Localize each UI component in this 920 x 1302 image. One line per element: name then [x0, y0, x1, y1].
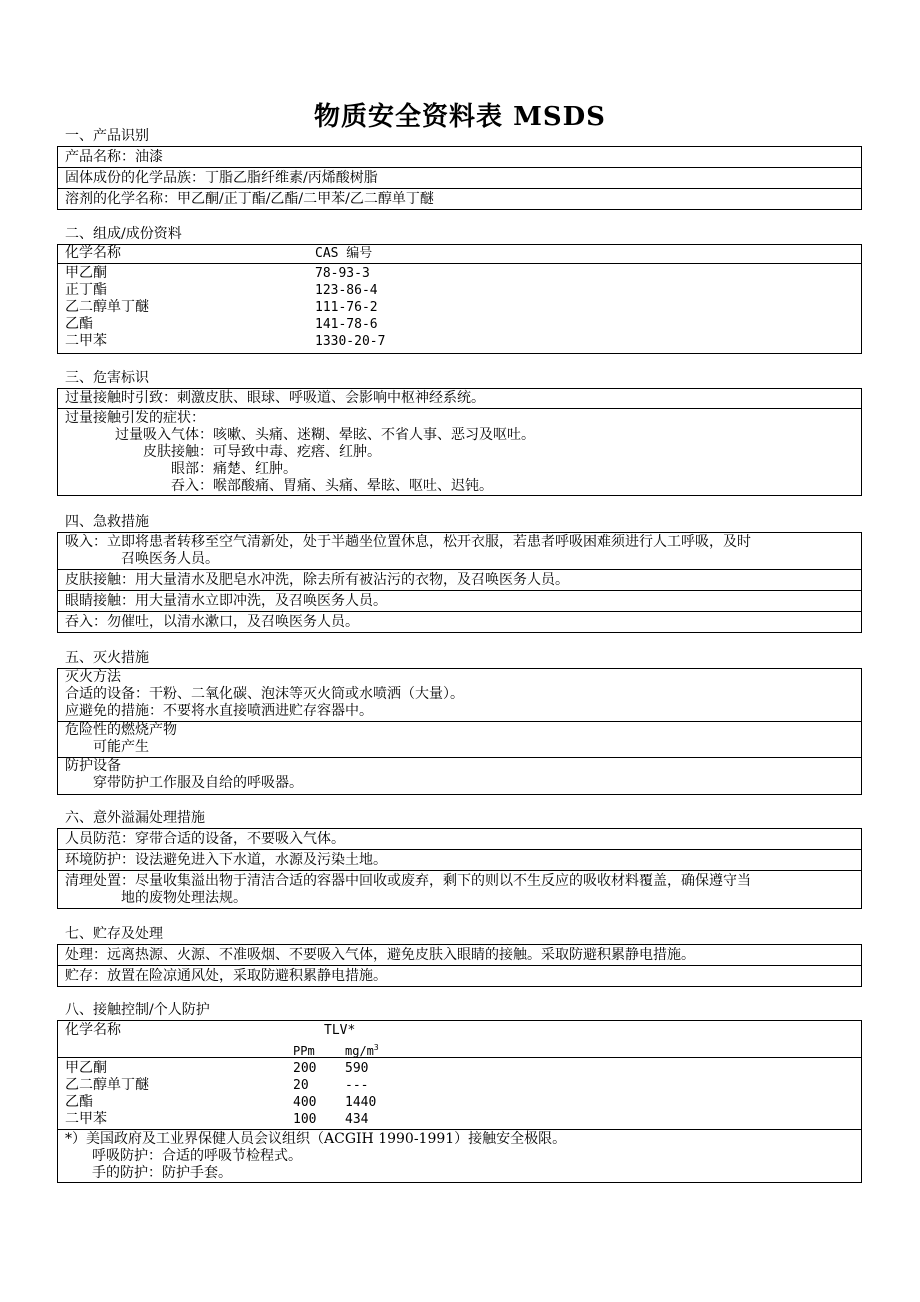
spill-personal-row: 人员防范：穿带合适的设备，不要吸入气体。	[58, 829, 861, 850]
list-item: 乙二醇单丁醚 111-76-2	[65, 299, 378, 315]
solid-family-row: 固体成份的化学品族：丁脂乙脂纤维素/丙烯酸树脂	[58, 168, 861, 189]
list-item: 皮肤接触：可导致中毒、疙瘩、红肿。	[143, 444, 381, 460]
table-row: 二甲苯 100 434	[65, 1111, 369, 1127]
hazard-table	[57, 388, 862, 496]
fire-table	[57, 668, 862, 795]
section-heading-hazard: 三、危害标识	[65, 370, 149, 386]
first-aid-skin-row: 皮肤接触：用大量清水及肥皂水冲洗，除去所有被沾污的衣物，及召唤医务人员。	[58, 570, 861, 591]
section-heading-composition: 二、组成/成份资料	[65, 226, 182, 242]
hand-protection: 手的防护：防护手套。	[92, 1165, 232, 1181]
fire-method-row: 灭火方法 合适的设备：干粉、二氧化碳、泡沫等灭火筒或水喷洒（大量）。 应避免的措施：不要将水直接喷洒进贮存容器中。	[58, 669, 861, 722]
section-heading-first-aid: 四、急救措施	[65, 514, 149, 530]
section-heading-exposure: 八、接触控制/个人防护	[65, 1002, 210, 1018]
exposure-notes	[58, 1130, 861, 1182]
exposure-units: PPm $mg/m^3$	[293, 1043, 379, 1058]
col-cas: CAS 编号	[315, 246, 373, 261]
fire-protect-row: 防护设备 穿带防护工作服及自给的呼吸器。	[65, 758, 303, 791]
section-heading-fire: 五、灭火措施	[65, 650, 149, 666]
composition-list	[58, 264, 861, 350]
col-chemical-name: 化学名称	[65, 1022, 121, 1038]
composition-header	[58, 245, 861, 264]
product-table	[57, 146, 862, 210]
table-row: 甲乙酮 200 590	[65, 1060, 369, 1076]
list-item: 甲乙酮 78-93-3	[65, 265, 370, 281]
table-row: 乙酯 400 1440	[65, 1094, 377, 1110]
first-aid-inhale-row: 吸入：立即将患者转移至空气清新处，处于半趟坐位置休息，松开衣服，若患者呼吸困难须进行人工呼吸，及时 召唤医务人员。	[58, 533, 861, 570]
product-name-row: 产品名称：油漆	[58, 147, 861, 168]
storage-handling-row: 处理：远离热源、火源、不准吸烟、不要吸入气体，避免皮肤入眼睛的接触。采取防避积累静电措施。	[58, 945, 861, 966]
storage-table	[57, 944, 862, 987]
exposure-table	[57, 1020, 862, 1183]
fire-hazard-row: 危险性的燃烧产物 可能产生	[58, 722, 861, 758]
exposure-header	[58, 1021, 861, 1058]
first-aid-table	[57, 532, 862, 633]
col-tlv: TLV*	[324, 1023, 356, 1038]
list-item: 正丁酯 123-86-4	[65, 282, 378, 298]
spill-cleanup-row: 清理处置：尽量收集溢出物于清洁合适的容器中回收或废弃，剩下的则以不生反应的吸收材料覆盖，确保遵守当 地的废物处理法规。	[65, 873, 751, 906]
solvent-row: 溶剂的化学名称：甲乙酮/正丁酯/乙酯/二甲苯/乙二醇单丁醚	[65, 191, 434, 207]
table-row: 乙二醇单丁醚 20 ---	[65, 1077, 369, 1093]
section-heading-product: 一、产品识别	[65, 128, 149, 144]
storage-storage-row: 贮存：放置在险凉通风处，采取防避积累静电措施。	[65, 968, 387, 984]
list-item: 吞入：喉部酸痛、胃痛、头痛、晕眩、呕吐、迟钝。	[171, 478, 493, 494]
col-chemical-name: 化学名称	[65, 245, 121, 261]
resp-protection: 呼吸防护：合适的呼吸节检程式。	[92, 1148, 302, 1164]
exposure-list	[58, 1058, 861, 1130]
list-item: 乙酯 141-78-6	[65, 316, 378, 332]
symptoms-title: 过量接触引发的症状：	[65, 410, 205, 426]
spill-table	[57, 828, 862, 909]
list-item: 过量吸入气体：咳嗽、头痛、迷糊、晕眩、不省人事、恶习及呕吐。	[115, 427, 535, 443]
section-heading-spill: 六、意外溢漏处理措施	[65, 810, 205, 826]
list-item: 二甲苯 1330-20-7	[65, 333, 386, 349]
hazard-symptoms	[58, 409, 861, 495]
section-heading-storage: 七、贮存及处理	[65, 926, 163, 942]
spill-env-row: 环境防护：设法避免进入下水道，水源及污染土地。	[58, 850, 861, 871]
composition-table	[57, 244, 862, 354]
page-title: 物质安全资料表 MSDS	[314, 102, 606, 132]
hazard-exposure-row: 过量接触时引致：刺激皮肤、眼球、呼吸道、会影响中枢神经系统。	[58, 389, 861, 409]
list-item: 眼部：痛楚、红肿。	[171, 461, 297, 477]
first-aid-swallow-row: 吞入：勿催吐，以清水漱口，及召唤医务人员。	[65, 614, 359, 630]
tlv-note: *）美国政府及工业界保健人员会议组织（ACGIH 1990-1991）接触安全极限。	[65, 1131, 567, 1147]
first-aid-eye-row: 眼睛接触：用大量清水立即冲洗，及召唤医务人员。	[58, 591, 861, 612]
